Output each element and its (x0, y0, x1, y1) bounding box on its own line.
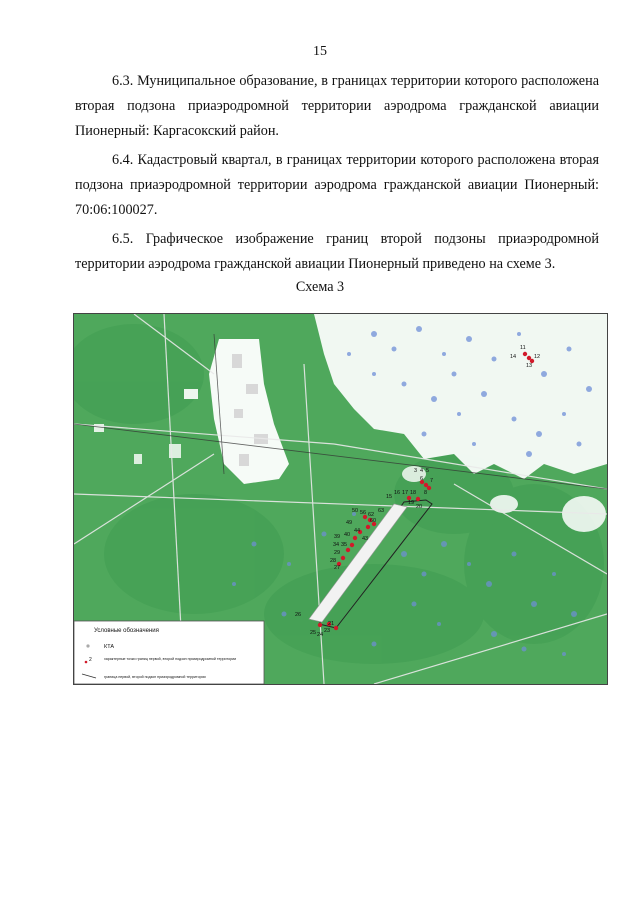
point-label: 24 (317, 632, 324, 638)
map-legend (74, 621, 264, 684)
point-label: 12 (534, 354, 541, 360)
point-label: 18 (410, 490, 417, 496)
point-label: 39 (334, 534, 341, 540)
point-label: 26 (295, 612, 302, 618)
point-label: 63 (378, 508, 385, 514)
point-label: 40 (344, 532, 351, 538)
point-label: 4 (420, 468, 424, 474)
point-label: 16 (394, 490, 401, 496)
point-label: 62 (368, 512, 375, 518)
legend-point-sample: 2 (89, 657, 92, 663)
point-label: 19 (408, 500, 415, 506)
paragraph-6-5: 6.5. Графическое изображение границ второй подзоны приаэродромной территории аэродрома гражданской авиации Пионерный приведено на схеме 3. (75, 231, 599, 272)
point-label: 60 (370, 518, 377, 524)
aerodrome-scheme-map (73, 313, 608, 685)
point-label: 17 (402, 490, 409, 496)
point-label: 50 (352, 508, 359, 514)
point-label: 49 (346, 520, 353, 526)
point-label: 23 (324, 628, 331, 634)
scheme-caption: Схема 3 (295, 279, 345, 295)
point-label: 14 (510, 354, 517, 360)
legend-boundary: граница первой, второй подзон приаэродромной территории (104, 675, 206, 679)
point-label: 56 (360, 510, 367, 516)
point-label: 28 (330, 558, 337, 564)
point-label: 3 (414, 468, 418, 474)
point-label: 29 (334, 550, 341, 556)
point-label: 6 (420, 476, 424, 482)
point-sample-icon (85, 661, 88, 664)
point-label: 21 (328, 621, 335, 627)
point-label: 8 (424, 490, 428, 496)
point-label: 13 (526, 363, 533, 369)
point-label: 27 (334, 565, 341, 571)
page-number: 15 (313, 44, 327, 59)
point-label: 43 (362, 536, 369, 542)
legend-points: характерные точки границ первой, второй подзон приаэродромной территории (104, 657, 237, 661)
paragraph-6-4: 6.4. Кадастровый квартал, в границах территории которого расположена вторая подзона приаэродромной территории аэродрома гражданской авиации Пионерный: 70:06:100027. (75, 152, 599, 218)
point-label: 35 (341, 542, 348, 548)
paragraph-6-3: 6.3. Муниципальное образование, в границах территории которого расположена вторая подзона приаэродромной территории аэродрома гражданской авиации Пионерный: Каргасокский район. (75, 73, 599, 139)
legend-title: Условные обозначения (94, 628, 159, 634)
point-label: 44 (354, 528, 361, 534)
point-label: 11 (520, 345, 526, 351)
point-label: 7 (430, 478, 434, 484)
point-label: 25 (310, 630, 317, 636)
kta-icon (86, 644, 89, 647)
point-label: 15 (386, 494, 393, 500)
point-label: 5 (426, 468, 430, 474)
legend-kta: КТА (104, 644, 115, 650)
point-label: 20 (416, 504, 423, 510)
point-label: 34 (333, 542, 340, 548)
